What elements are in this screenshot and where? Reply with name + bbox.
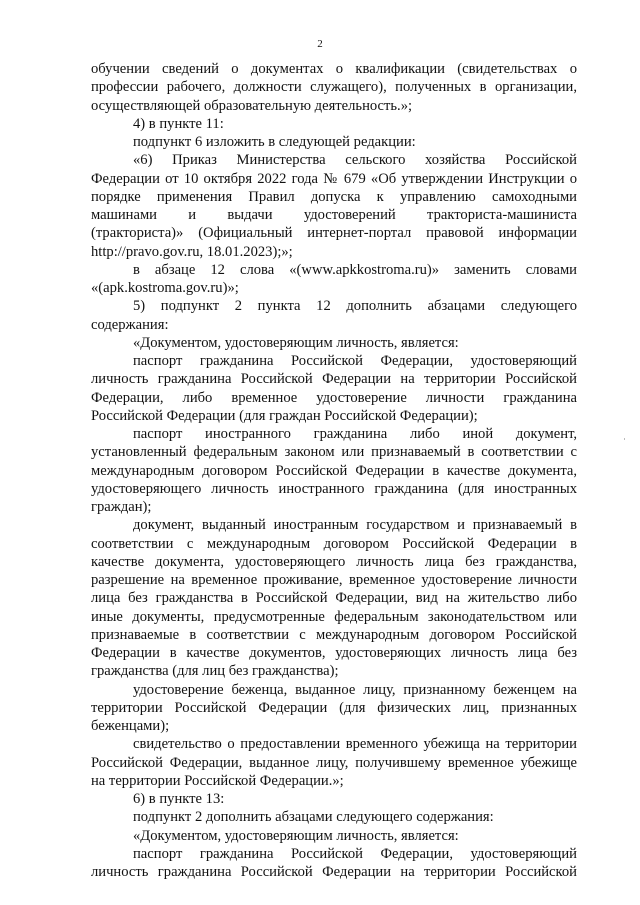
text-line: паспорт гражданина Российской Федерации, удостоверяющий xyxy=(133,845,577,862)
text-line: личность гражданина Российской Федерации на территории Российской xyxy=(91,371,577,388)
text-line: 5) подпункт 2 пункта 12 дополнить абзацами следующего xyxy=(133,298,577,315)
text-line: осуществляющей образовательную деятельность.»; xyxy=(91,97,413,114)
text-line: граждан); xyxy=(91,499,152,515)
text-line: иные документы, предусмотренные федеральным законодательством или xyxy=(91,608,577,625)
text-line: «Документом, удостоверяющим личность, является: xyxy=(133,827,459,844)
text-line: «6) Приказ Министерства сельского хозяйства Российской xyxy=(133,152,577,169)
text-line: соответствии с международным договором Российской Федерации в xyxy=(91,535,577,552)
scan-speck xyxy=(624,438,625,440)
text-line: порядке применения Правил допуска к управлению самоходными xyxy=(91,188,577,205)
text-line: http://pravo.gov.ru, 18.01.2023);»; xyxy=(91,243,293,260)
text-line: профессии рабочего, должности служащего), полученных в организации, xyxy=(91,79,577,96)
text-line: в абзаце 12 слова «(www.apkkostroma.ru)» заменить словами xyxy=(133,261,577,278)
text-line: установленный федеральным законом или признаваемый в соответствии с xyxy=(91,444,577,461)
text-line: беженцами); xyxy=(91,718,170,734)
text-line: международным договором Российской Федерации в качестве документа, xyxy=(91,462,577,479)
text-line: Федерации от 10 октября 2022 года № 679 «Об утверждении Инструкции о xyxy=(91,170,577,187)
text-line: 4) в пункте 11: xyxy=(133,115,224,132)
text-line: «Документом, удостоверяющим личность, является: xyxy=(133,334,459,351)
text-line: паспорт иностранного гражданина либо иной документ, xyxy=(133,426,577,442)
text-line: «(apk.kostroma.gov.ru)»; xyxy=(91,280,239,296)
text-line: содержания: xyxy=(91,316,169,333)
text-line: удостоверяющего личность иностранного гражданина (для иностранных xyxy=(91,480,577,497)
text-line: Российской Федерации (для граждан Российской Федерации); xyxy=(91,407,478,424)
text-line: Федерации, либо временное удостоверение личности гражданина xyxy=(91,389,577,406)
page-number: 2 xyxy=(317,38,323,50)
text-line: свидетельство о предоставлении временного убежища на территории xyxy=(133,736,577,753)
text-line: качестве документа, удостоверяющего личность лица без гражданства, xyxy=(91,553,577,570)
text-line: на территории Российской Федерации.»; xyxy=(91,772,344,789)
text-line: удостоверение беженца, выданное лицу, признанному беженцем на xyxy=(133,681,577,698)
text-line: документ, выданный иностранным государством и признаваемый в xyxy=(133,517,577,534)
text-line: подпункт 6 изложить в следующей редакции: xyxy=(133,134,416,150)
text-line: Федерации в качестве документов, удостоверяющих личность лица без xyxy=(91,645,577,661)
text-line: лица без гражданства в Российской Федерации, вид на жительство либо xyxy=(91,590,577,607)
text-line: (тракториста)» (Официальный интернет-портал правовой информации xyxy=(91,225,577,242)
text-line: Российской Федерации, выданное лицу, получившему временное убежище xyxy=(91,754,577,771)
text-line: обучении сведений о документах о квалификации (свидетельствах о xyxy=(91,61,577,77)
text-line: подпункт 2 дополнить абзацами следующего содержания: xyxy=(133,809,494,826)
text-line: паспорт гражданина Российской Федерации, удостоверяющий xyxy=(133,353,577,369)
text-line: территории Российской Федерации (для физических лиц, признанных xyxy=(91,699,577,716)
text-line: машинами и выдачи удостоверений тракториста-машиниста xyxy=(91,207,577,223)
text-line: гражданства (для лиц без гражданства); xyxy=(91,663,339,680)
text-line: разрешение на временное проживание, временное удостоверение личности xyxy=(91,572,577,588)
text-line: 6) в пункте 13: xyxy=(133,791,225,807)
text-line: личность гражданина Российской Федерации на территории Российской xyxy=(91,864,577,880)
text-line: признаваемые в соответствии с международным договором Российской xyxy=(91,626,577,643)
document-body xyxy=(91,60,577,881)
